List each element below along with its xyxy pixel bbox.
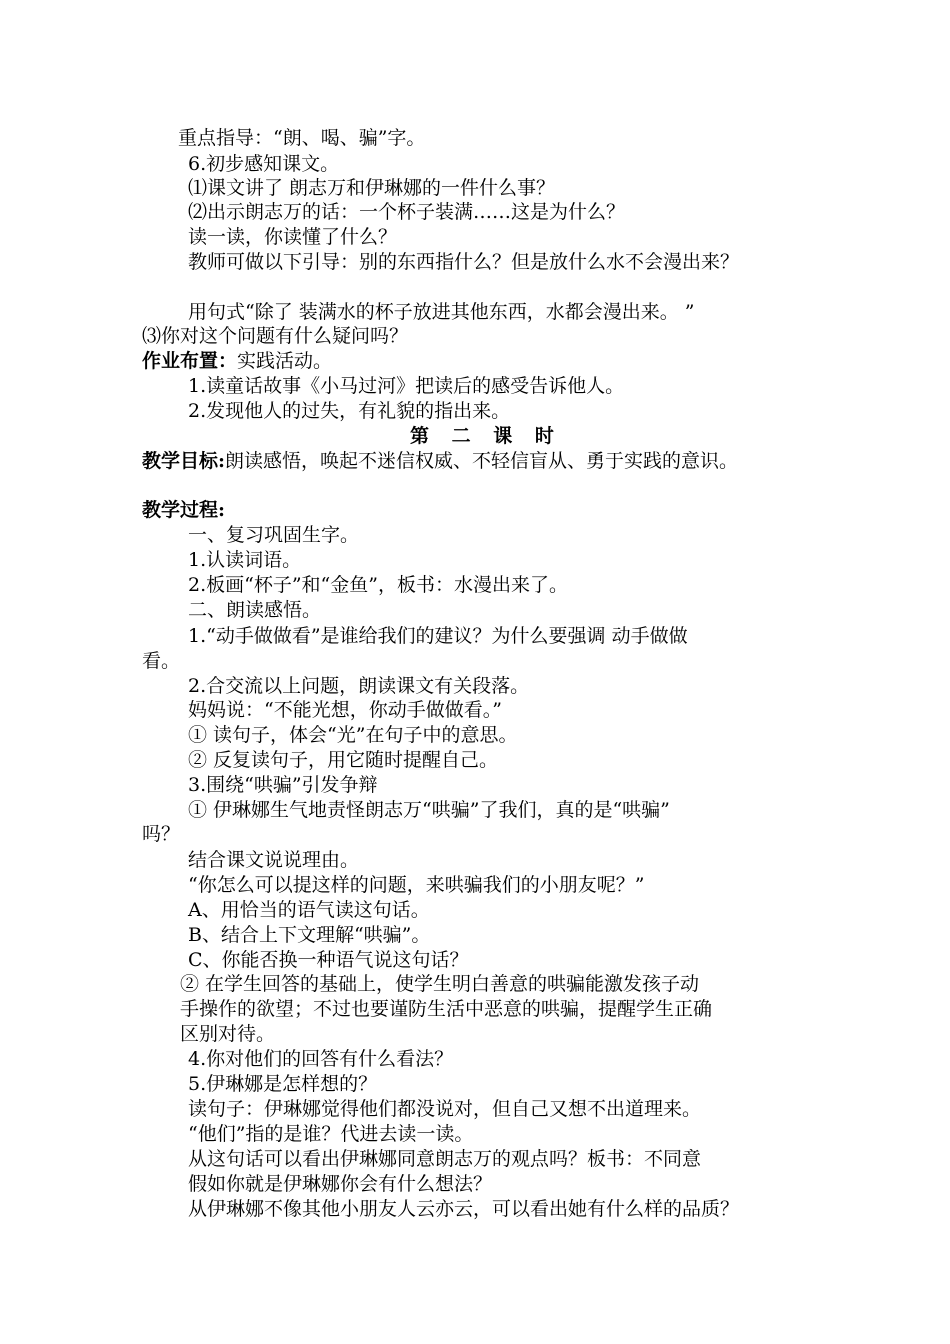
text-line: 1.“动手做做看”是谁给我们的建议？为什么要强调 动手做做 [188,625,688,647]
text-line: 读一读，你读懂了什么？ [188,226,398,248]
text-line: 1.认读词语。 [188,549,302,571]
text-line: ⑶你对这个问题有什么疑问吗？ [142,325,409,347]
homework-line [142,349,332,373]
text-line: 读句子：伊琳娜觉得他们都没说对，但自己又想不出道理来。 [188,1098,702,1120]
text-line: 吗？ [142,823,181,845]
section-title: 第 二 课 时 [410,425,562,447]
text-line: ⑵出示朗志万的话：一个杯子装满……这是为什么？ [188,201,626,223]
text-line: 2.发现他人的过失，有礼貌的指出来。 [188,400,511,422]
text-line: A、用恰当的语气读这句话。 [188,899,430,921]
text-line: 3.围绕“哄骗”引发争辩 [188,774,378,796]
homework-label: 作业布置： [142,350,238,372]
text-line: 结合课文说说理由。 [188,849,360,871]
text-line: 4.你对他们的回答有什么看法？ [188,1048,454,1070]
text-line: ⑴课文讲了 朗志万和伊琳娜的一件什么事？ [188,177,556,199]
text-line: 妈妈说：“不能光想，你动手做做看。” [188,699,502,721]
text-line: 区别对待。 [180,1023,276,1045]
text-line: 一、复习巩固生字。 [188,524,360,546]
text-line: C、你能否换一种语气说这句话？ [188,949,469,971]
text-line: 重点指导：“朗、喝、骗”字。 [178,127,426,149]
text-line: 看。 [142,650,181,672]
text-line: 2.板画“杯子”和“金鱼”，板书：水漫出来了。 [188,574,568,596]
text-line: 2.合交流以上问题，朗读课文有关段落。 [188,675,530,697]
text-line: 从伊琳娜不像其他小朋友人云亦云，可以看出她有什么样的品质？ [188,1198,740,1220]
homework-text: 实践活动。 [237,350,333,372]
text-line: 手操作的欲望；不过也要谨防生活中恶意的哄骗，提醒学生正确 [180,998,713,1020]
objective-text: 朗读感悟，唤起不迷信权威、不轻信盲从、勇于实践的意识。 [225,450,739,472]
text-line: ① 伊琳娜生气地责怪朗志万“哄骗”了我们，真的是“哄骗” [188,799,670,821]
process-heading: 教学过程: [142,499,226,521]
text-line: 用句式“除了 装满水的杯子放进其他东西，水都会漫出来。 ” [188,301,695,323]
text-line: ② 在学生回答的基础上，使学生明白善意的哄骗能激发孩子动 [180,973,700,995]
text-line: “你怎么可以提这样的问题，来哄骗我们的小朋友呢？” [188,874,645,896]
text-line: 从这句话可以看出伊琳娜同意朗志万的观点吗？板书：不同意 [188,1148,702,1170]
text-line: “他们”指的是谁？代进去读一读。 [188,1123,474,1145]
objective-line [142,449,738,473]
text-line: 教师可做以下引导：别的东西指什么？但是放什么水不会漫出来？ [188,251,740,273]
text-line: 1.读童话故事《小马过河》把读后的感受告诉他人。 [188,375,625,397]
text-line: ② 反复读句子，用它随时提醒自己。 [188,749,499,771]
text-line: 6.初步感知课文。 [188,153,340,175]
text-line: B、结合上下文理解“哄骗”。 [188,924,431,946]
objective-label: 教学目标: [142,450,226,472]
text-line: 5.伊琳娜是怎样想的？ [188,1073,378,1095]
text-line: 二、朗读感悟。 [188,599,322,621]
text-line: ① 读句子，体会“光”在句子中的意思。 [188,724,518,746]
text-line: 假如你就是伊琳娜你会有什么想法？ [188,1173,493,1195]
